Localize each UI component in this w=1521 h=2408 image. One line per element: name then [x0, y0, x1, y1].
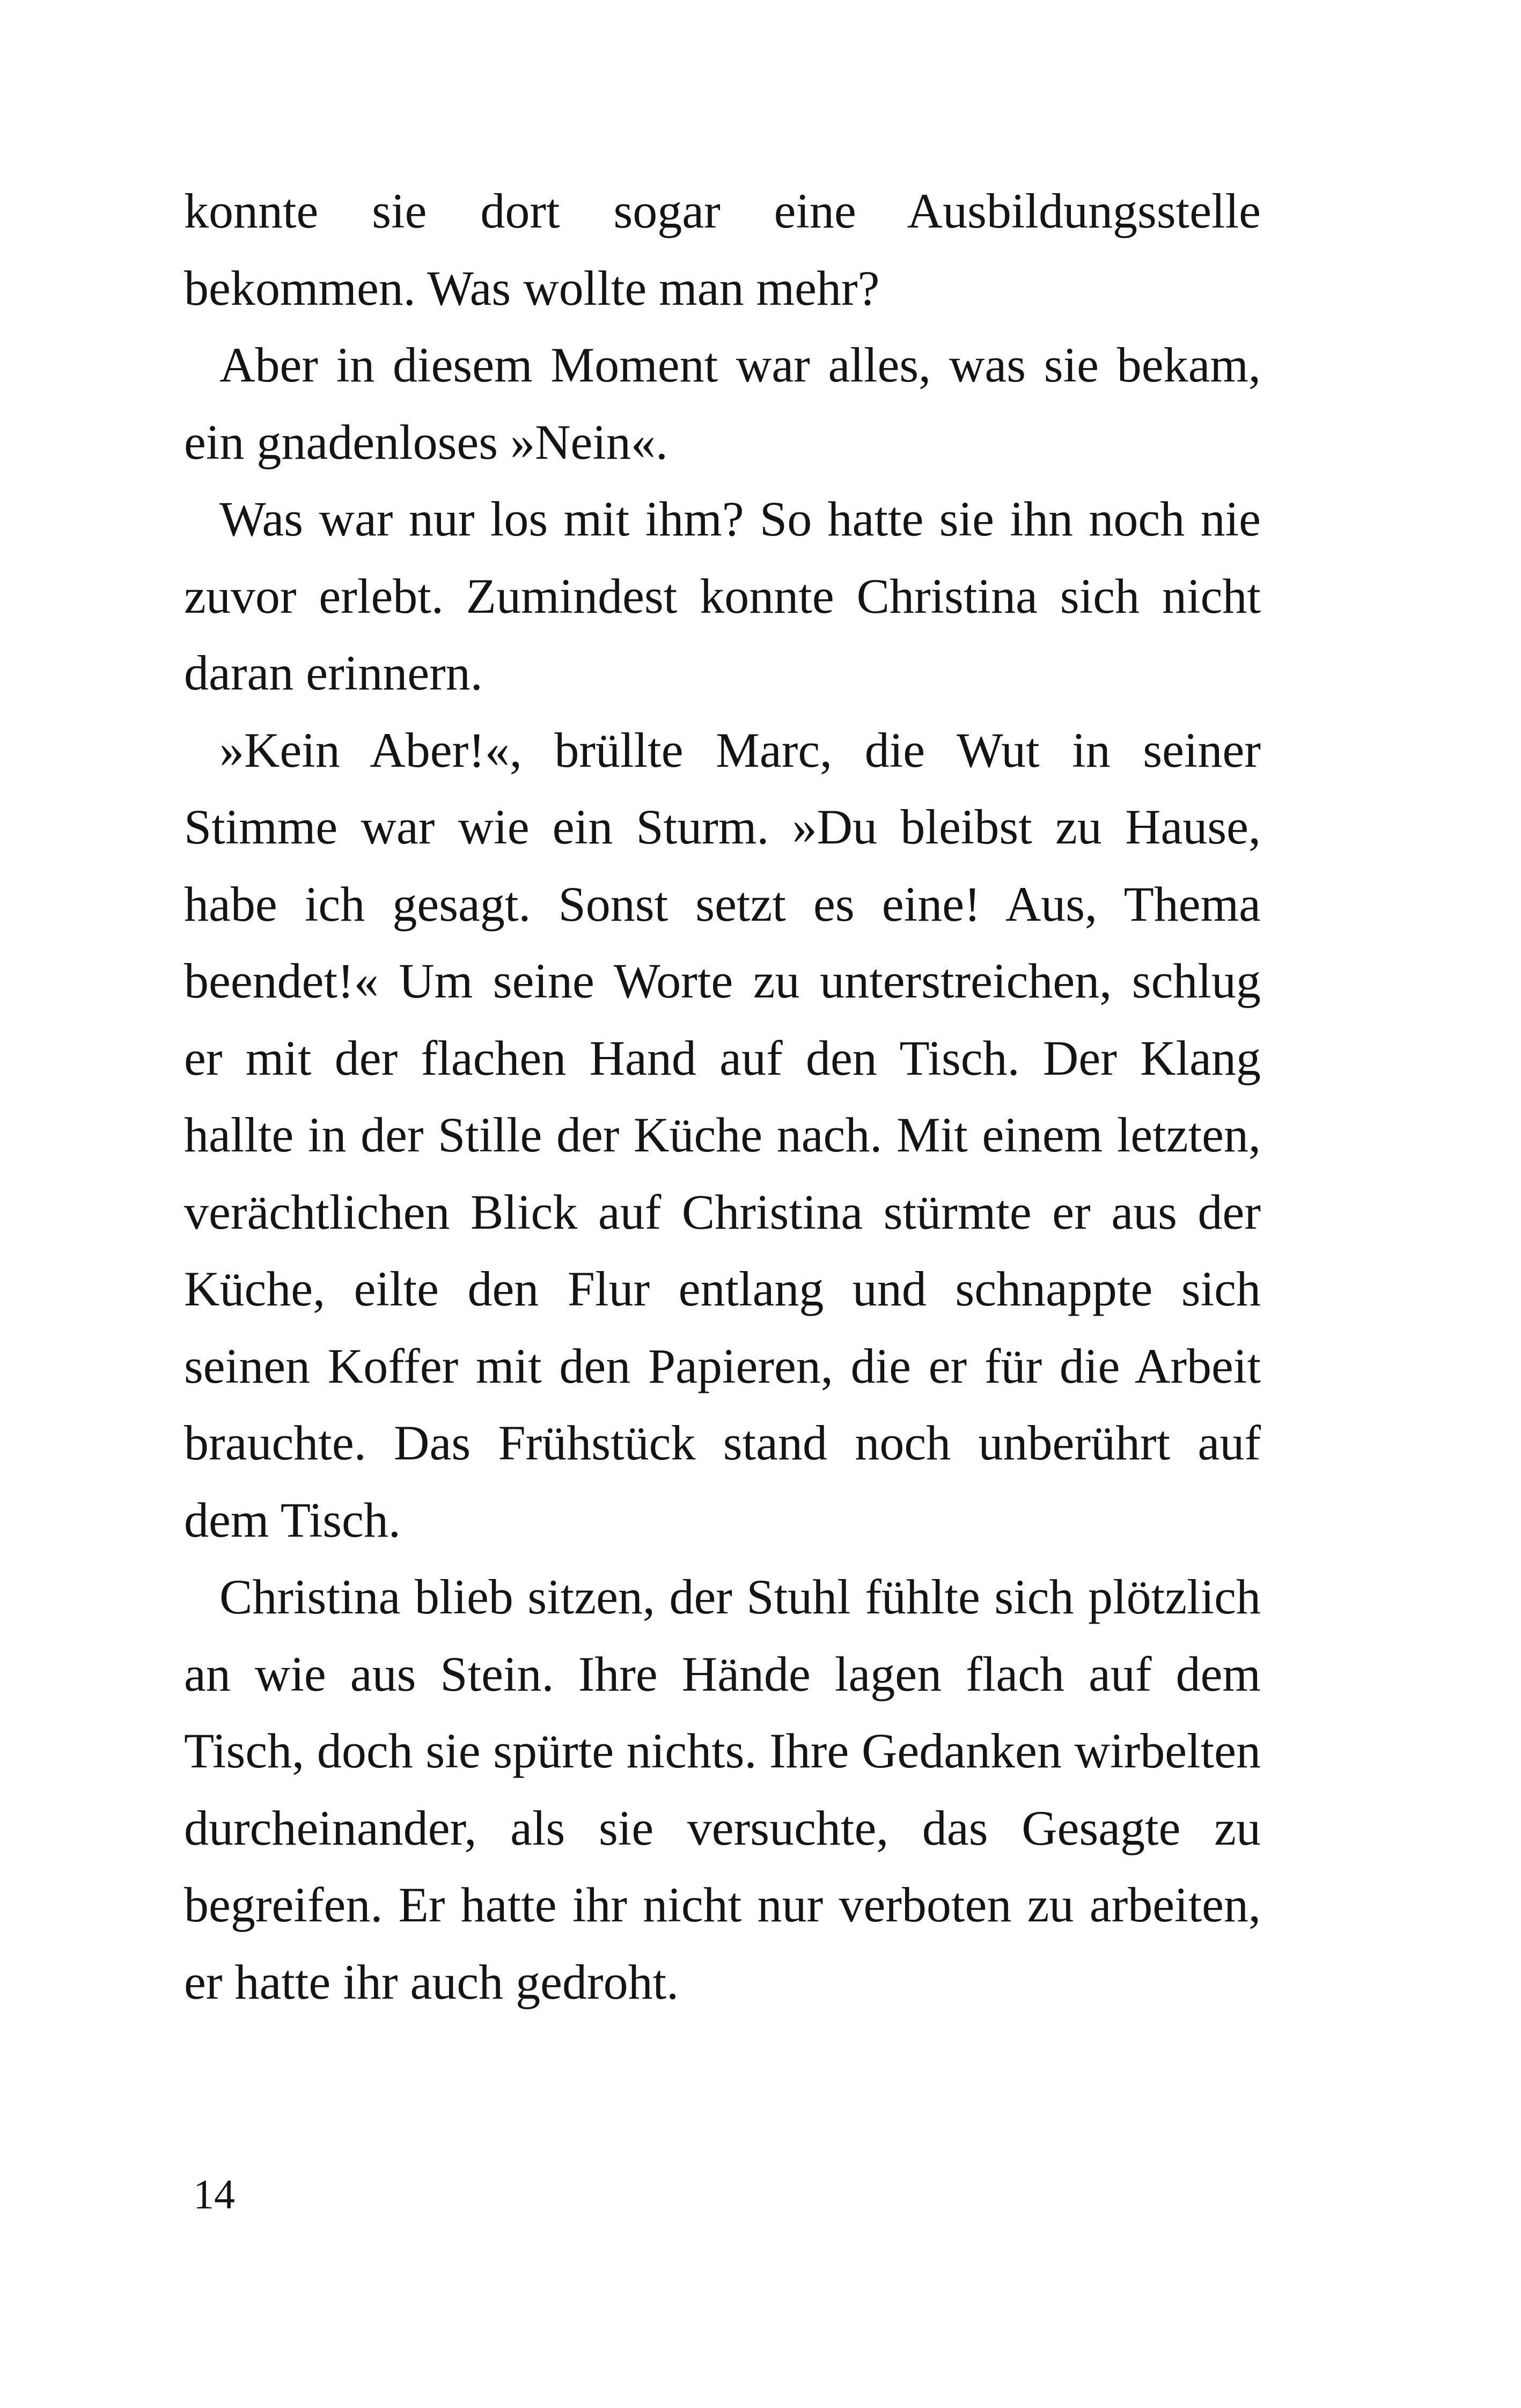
body-text — [184, 173, 1261, 2021]
paragraph-was-war-los: Was war nur los mit ihm? So hatte sie ihn noch nie zuvor erlebt. Zumindest konnte Christina sich nicht daran erinnern. — [184, 491, 1261, 700]
paragraph-christina-blieb: Christina blieb sitzen, der Stuhl fühlte sich plötzlich an wie aus Stein. Ihre Hände lagen flach auf dem Tisch, doch sie spürte nichts. Ihre Gedanken wirbelten durcheinander, als sie versuchte, das Gesagte zu begreifen. Er hatte ihr nicht nur verboten zu arbeiten, er hatte ihr auch gedroht. — [184, 1569, 1261, 2009]
paragraph-nein: Aber in diesem Moment war alles, was sie bekam, ein gnadenloses »Nein«. — [184, 337, 1261, 469]
paragraph-continuation: konnte sie dort sogar eine Ausbildungsstelle bekommen. Was wollte man mehr? — [184, 183, 1261, 315]
page-number: 14 — [193, 2171, 235, 2218]
paragraph-kein-aber: »Kein Aber!«, brüllte Marc, die Wut in seiner Stimme war wie ein Sturm. »Du bleibst zu Hause, habe ich gesagt. Sonst setzt es eine! Aus, Thema beendet!« Um seine Worte zu unterstreichen, schlug er mit der flachen Hand auf den Tisch. Der Klang hallte in der Stille der Küche nach. Mit einem letzten, verächtlichen Blick auf Christina stürmte er aus der Küche, eilte den Flur entlang und schnappte sich seinen Koffer mit den Papieren, die er für die Arbeit brauchte. Das Frühstück stand noch unberührt auf dem Tisch. — [184, 722, 1261, 1547]
